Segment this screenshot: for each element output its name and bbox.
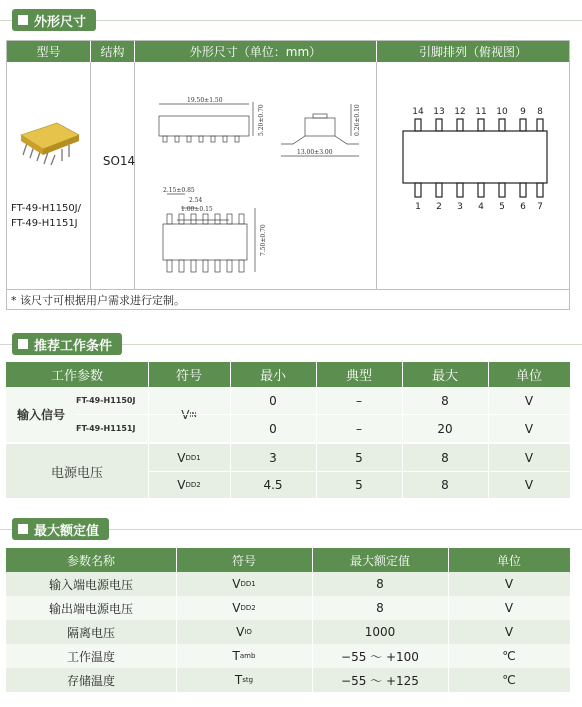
header-outline: 外形尺寸（单位：mm） [135,41,377,62]
outline-drawing [137,96,375,286]
pin-label: 11 [475,107,487,117]
chip-image [17,121,81,165]
table-row: 输出端电源电压 V DD2 8 V [6,596,570,620]
structure-cell [91,62,135,289]
svg-text:13.00±3.00: 13.00±3.00 [297,149,333,156]
table-row: V DD1 3 5 8 V [177,450,534,465]
pin-label: 10 [496,107,508,117]
table-row: 隔离电压 V IO 1000 V [6,620,570,644]
pin-label: 1 [415,202,421,212]
pin-label: 9 [520,107,526,117]
square-icon [18,524,28,534]
table-row: 存储温度 T stg −55 ～ +125 ℃ [6,668,570,692]
section-title-dimensions: 外形尺寸 [12,9,96,31]
pin-label: 3 [457,202,463,212]
ratings-table [6,548,570,694]
table-header: 参数名称 符号 最大额定值 单位 [6,548,570,572]
table-row: 工作温度 T amb −55 ～ +100 ℃ [6,644,570,668]
square-icon [18,339,28,349]
svg-text:0.26±0.10: 0.26±0.10 [354,104,361,136]
input-signal-label: 输入信号 [16,408,65,422]
header-pinout: 引脚排列（俯视图） [377,41,569,62]
section-title-ratings: 最大额定值 [12,518,109,540]
model-cell [7,62,91,289]
pin-label: 14 [412,107,424,117]
section-title-operating: 推荐工作条件 [12,333,122,355]
dimensions-table [6,40,570,310]
input-model: FT-49-H1150J [76,396,136,405]
square-icon [18,15,28,25]
header-model: 型号 [7,41,91,62]
power-voltage-label: 电源电压 [50,465,103,481]
table-row: 输入端电源电压 V DD1 8 V [6,572,570,596]
operating-table [6,362,570,498]
svg-text:5.20±0.70: 5.20±0.70 [258,104,265,136]
header-structure: 结构 [91,41,135,62]
table-row: 0 – 20 V [269,421,534,436]
pin-label: 8 [537,107,543,117]
input-model: FT-49-H1151J [76,423,136,433]
pinout-diagram [379,101,567,221]
model-names: FT-49-H1150J/ FT-49-H1151J [11,203,81,229]
table-header: 工作参数 符号 最小 典型 最大 单位 [6,362,570,387]
table-row: V DD2 4.5 5 8 V [177,478,534,492]
svg-text:1.00±0.15: 1.00±0.15 [181,206,213,213]
structure-value: SO14 [102,154,136,168]
pin-label: 2 [436,202,442,212]
pin-label: 5 [499,202,505,212]
svg-text:7.50±0.70: 7.50±0.70 [260,224,267,256]
pin-label: 6 [520,202,526,212]
table-row: 0 – 8 V [269,393,534,408]
svg-text:2.54: 2.54 [189,197,203,204]
pin-label: 7 [537,202,543,212]
pin-label: 4 [478,202,484,212]
svg-text:19.50±1.50: 19.50±1.50 [187,97,223,104]
customization-note: * 该尺寸可根据用户需求进行定制。 [7,289,569,310]
pin-label: 13 [433,107,445,117]
pin-label: 12 [454,107,466,117]
svg-text:2.15±0.85: 2.15±0.85 [163,187,195,194]
